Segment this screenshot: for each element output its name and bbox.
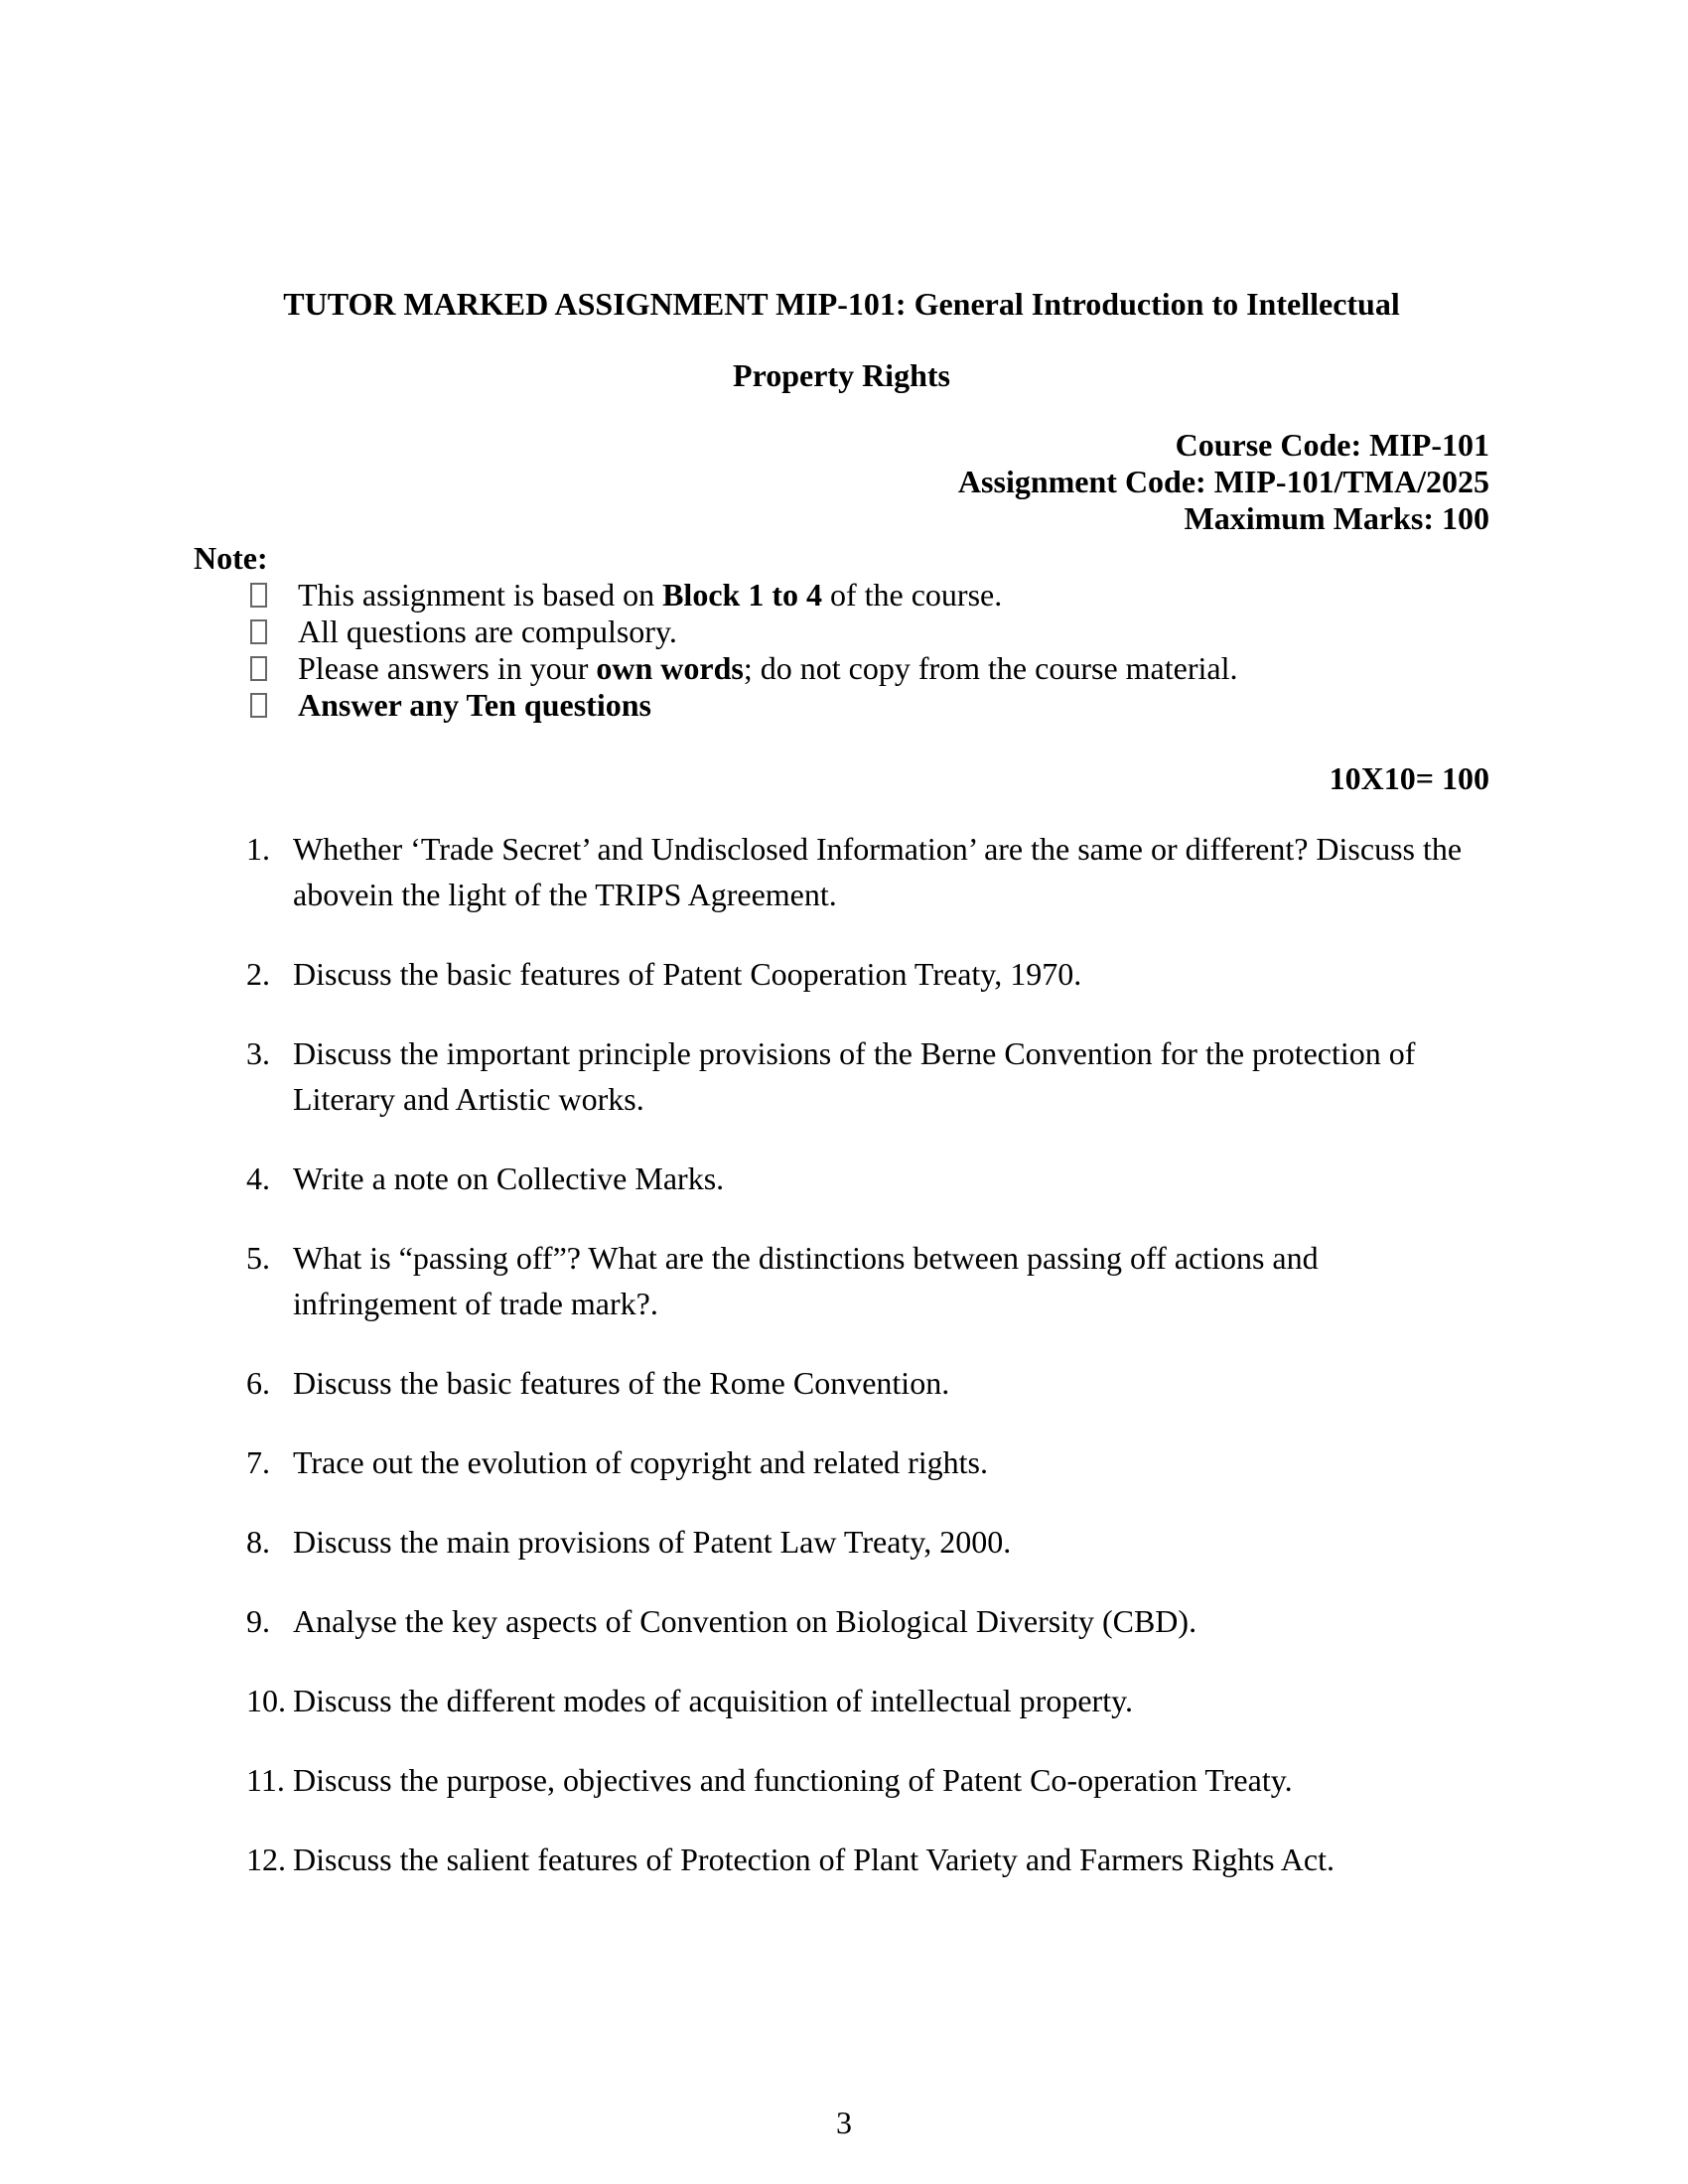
note-label: Note:	[194, 540, 268, 576]
question-item-3	[194, 1030, 1489, 1122]
question-item-7	[194, 1439, 1489, 1485]
question-text: Write a note on Collective Marks.	[293, 1160, 725, 1196]
note-text-bold: Block 1 to 4	[662, 577, 822, 613]
assignment-code: Assignment Code: MIP-101/TMA/2025	[957, 464, 1489, 499]
question-number: 8.	[246, 1524, 270, 1560]
question-number: 2.	[246, 956, 270, 992]
note-text	[298, 687, 651, 723]
question-text: Discuss the important principle provisions of the Berne Convention for the protection of Literary and Artistic works.	[293, 1035, 1416, 1117]
marks-scheme: 10X10= 100	[1329, 760, 1489, 796]
question-text: What is “passing off”? What are the distinctions between passing off actions and infringement of trade mark?.	[293, 1240, 1319, 1321]
question-text: Discuss the basic features of Patent Cooperation Treaty, 1970.	[293, 956, 1082, 992]
question-text: Discuss the salient features of Protection of Plant Variety and Farmers Rights Act.	[293, 1842, 1335, 1877]
question-number: 4.	[246, 1160, 270, 1196]
checkbox-bullet-icon	[250, 656, 267, 681]
question-item-1	[194, 826, 1489, 917]
note-text	[298, 614, 677, 649]
note-text-post: ; do not copy from the course material.	[743, 650, 1238, 686]
maximum-marks: Maximum Marks: 100	[1184, 500, 1489, 536]
note-text-pre: This assignment is based on	[298, 577, 663, 613]
page-number: 3	[836, 2105, 852, 2140]
question-number: 10.	[246, 1683, 286, 1718]
question-number: 1.	[246, 831, 270, 867]
question-item-10	[194, 1678, 1489, 1723]
assignment-title-line-1: TUTOR MARKED ASSIGNMENT MIP-101: General Introduction to Intellectual	[283, 286, 1400, 322]
question-number: 9.	[246, 1603, 270, 1639]
question-number: 5.	[246, 1240, 270, 1276]
note-text-post: of the course.	[821, 577, 1003, 613]
course-meta-block	[194, 427, 1489, 537]
question-text: Discuss the purpose, objectives and functioning of Patent Co-operation Treaty.	[293, 1762, 1293, 1798]
checkbox-bullet-icon	[250, 583, 267, 608]
question-number: 3.	[246, 1035, 270, 1071]
question-text: Whether ‘Trade Secret’ and Undisclosed Information’ are the same or different? Discuss the abovein the light of the TRIPS Agreement.	[293, 831, 1463, 912]
question-item-4	[194, 1156, 1489, 1201]
checkbox-bullet-icon	[250, 619, 267, 644]
question-number: 12.	[246, 1842, 286, 1877]
question-item-9	[194, 1598, 1489, 1644]
note-text	[298, 650, 1237, 686]
question-item-12	[194, 1837, 1489, 1882]
note-item	[194, 650, 1489, 687]
note-item	[194, 687, 1489, 724]
course-code: Course Code: MIP-101	[1175, 427, 1489, 463]
question-item-6	[194, 1360, 1489, 1406]
question-item-2	[194, 951, 1489, 997]
note-item	[194, 614, 1489, 650]
question-item-8	[194, 1519, 1489, 1565]
question-text: Trace out the evolution of copyright and related rights.	[293, 1444, 988, 1480]
question-number: 11.	[246, 1762, 285, 1798]
note-text-bold: Answer any Ten questions	[298, 687, 651, 723]
assignment-title	[194, 268, 1489, 411]
checkbox-bullet-icon	[250, 693, 267, 718]
question-number: 7.	[246, 1444, 270, 1480]
note-text	[298, 577, 1002, 613]
question-list	[194, 826, 1489, 1882]
question-item-11	[194, 1757, 1489, 1803]
note-list	[194, 577, 1489, 724]
note-text-pre: Please answers in your	[298, 650, 597, 686]
note-text-pre: All questions are compulsory.	[298, 614, 677, 649]
question-item-5	[194, 1235, 1489, 1326]
question-text: Discuss the main provisions of Patent Law Treaty, 2000.	[293, 1524, 1012, 1560]
question-text: Analyse the key aspects of Convention on Biological Diversity (CBD).	[293, 1603, 1197, 1639]
note-text-bold: own words	[596, 650, 744, 686]
question-text: Discuss the basic features of the Rome Convention.	[293, 1365, 950, 1401]
question-number: 6.	[246, 1365, 270, 1401]
question-text: Discuss the different modes of acquisition of intellectual property.	[293, 1683, 1133, 1718]
assignment-title-line-2: Property Rights	[733, 357, 950, 393]
note-item	[194, 577, 1489, 614]
